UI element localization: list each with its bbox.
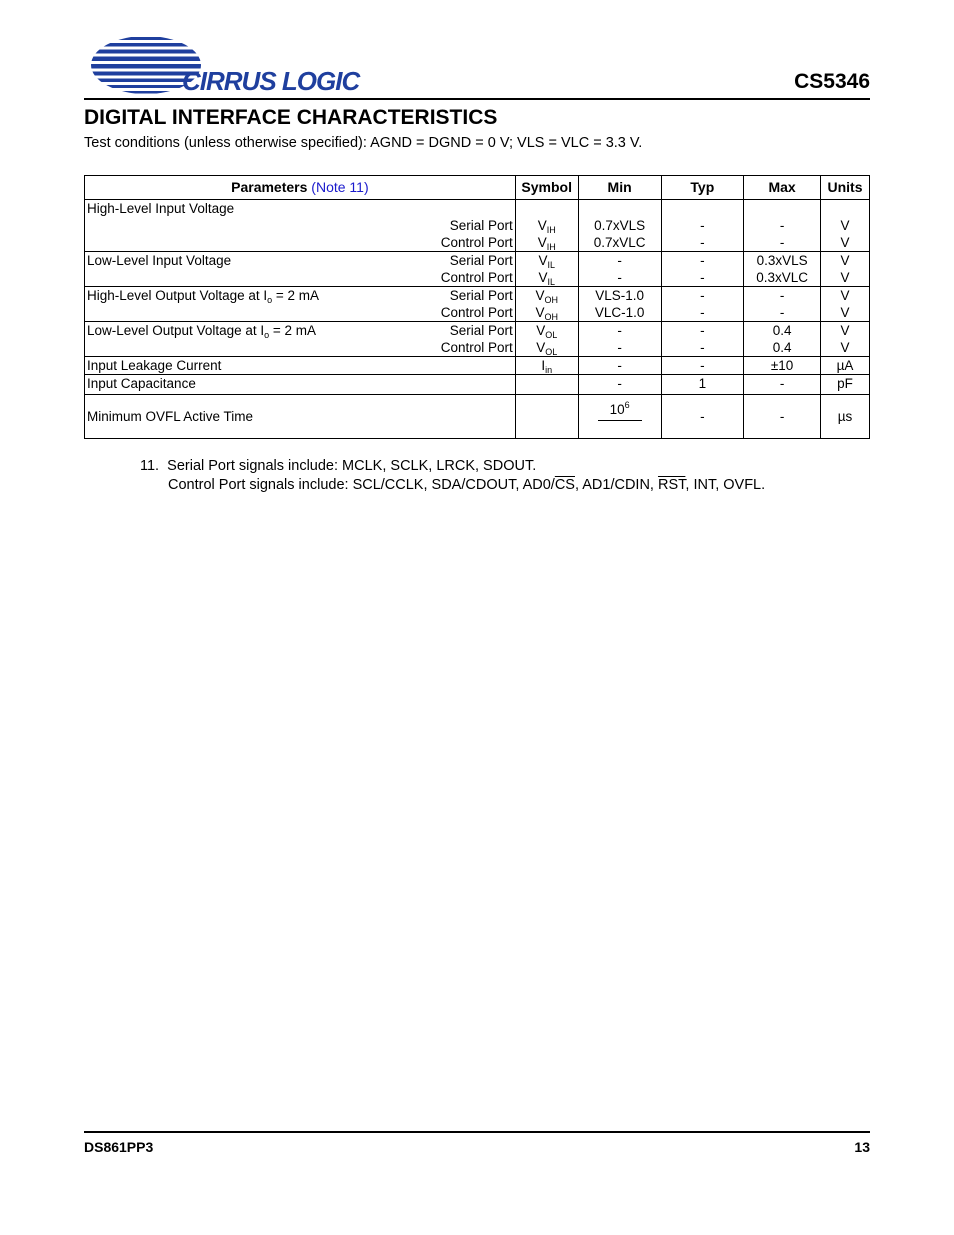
header-units: Units [821,176,870,200]
max-cell: 0.3xVLS 0.3xVLC [744,252,821,287]
table-row [85,375,870,395]
symbol-cell [515,375,578,395]
typ-cell: - - [661,200,744,252]
header-min: Min [578,176,661,200]
header-symbol: Symbol [515,176,578,200]
max-cell: - - [744,200,821,252]
min-cell: VLS-1.0 VLC-1.0 [578,287,661,322]
test-conditions: Test conditions (unless otherwise specified): AGND = DGND = 0 V; VLS = VLC = 3.3 V. [84,135,643,151]
typ-cell: - - [661,252,744,287]
table-row [85,357,870,375]
logo-globe-icon [84,34,364,96]
header-rule [84,98,870,100]
units-cell: µs [821,395,870,439]
symbol-cell: $V_{OL}$ $V_{OL}$ [515,322,578,357]
typ-cell: - - [661,322,744,357]
symbol-cell [515,395,578,439]
svg-text:CIRRUS LOGIC: CIRRUS LOGIC [182,66,360,96]
max-cell: - [744,395,821,439]
min-cell: - - [578,252,661,287]
units-cell: V V [821,287,870,322]
units-cell: µA [821,357,870,375]
symbol-cell: $V_{OH}$ $V_{OH}$ [515,287,578,322]
footer-rule [84,1131,870,1133]
cirrus-logic-logo [84,34,364,96]
table-row [85,395,870,439]
param-cell: Low-Level Output Voltage at $I_o = 2$ mA Serial Port Control Port [85,322,516,357]
symbol-cell: $I_{in}$ [515,357,578,375]
document-id: DS861PP3 [84,1139,154,1155]
min-cell [578,395,661,439]
typ-cell: - - [661,287,744,322]
typ-cell: - [661,357,744,375]
symbol-cell: $V_{IL}$ $V_{IL}$ [515,252,578,287]
table-row [85,200,870,252]
param-cell: Low-Level Input Voltage Serial Port Control Port [85,252,516,287]
table-row [85,322,870,357]
param-cell: High-Level Input Voltage Serial Port Control Port [85,200,516,252]
min-fraction: $10^6$ [598,401,642,421]
max-cell: ±10 [744,357,821,375]
max-cell: - - [744,287,821,322]
digital-interface-table [84,175,870,439]
page-number: 13 [854,1139,870,1155]
param-cell: High-Level Output Voltage at $I_o = 2$ mA Serial Port Control Port [85,287,516,322]
units-cell: V V [821,322,870,357]
part-number: CS5346 [794,70,870,93]
min-cell: - [578,375,661,395]
note-11-line1: 11. Serial Port signals include: MCLK, SCLK, LRCK, SDOUT. [140,458,537,474]
table-header-row [85,176,870,200]
max-cell: - [744,375,821,395]
min-cell: 0.7xVLS 0.7xVLC [578,200,661,252]
min-cell: - [578,357,661,375]
note-11-line2: Control Port signals include: SCL/CCLK, SDA/CDOUT, $AD0/\overline{CS}$, AD1/CDIN, $\overline{RST}$, INT, OVFL. [168,477,766,493]
header-typ: Typ [661,176,744,200]
units-cell: pF [821,375,870,395]
table-notes [140,457,765,495]
header-parameters: Parameters (Note 11) [85,176,516,200]
table-row [85,252,870,287]
typ-cell: 1 [661,375,744,395]
typ-cell: - [661,395,744,439]
table-row [85,287,870,322]
units-cell: V V [821,200,870,252]
param-cell: Input Capacitance [85,375,516,395]
param-cell: Minimum OVFL Active Time [85,395,516,439]
units-cell: V V [821,252,870,287]
max-cell: 0.4 0.4 [744,322,821,357]
symbol-cell: $V_{IH}$ $V_{IH}$ [515,200,578,252]
section-title: DIGITAL INTERFACE CHARACTERISTICS [84,106,498,129]
note-11-link[interactable]: (Note 11) [311,179,369,195]
min-cell: - - [578,322,661,357]
param-cell: Input Leakage Current [85,357,516,375]
header-max: Max [744,176,821,200]
